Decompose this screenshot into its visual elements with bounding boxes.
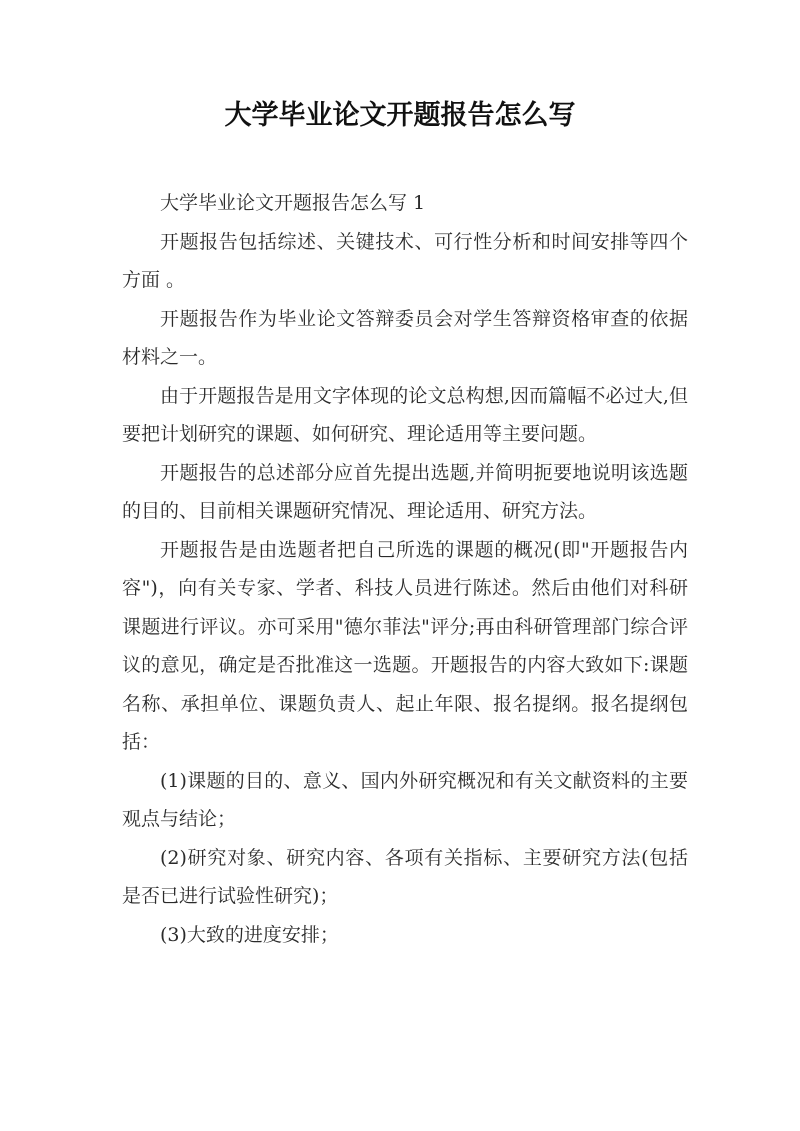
list-item: (2)研究对象、研究内容、各项有关指标、主要研究方法(包括是否已进行试验性研究)； — [122, 846, 688, 907]
paragraph: 开题报告包括综述、关键技术、可行性分析和时间安排等四个方面 。 — [122, 230, 688, 291]
paragraph: 开题报告是由选题者把自己所选的课题的概况(即"开题报告内容")，向有关专家、学者、科技人员进行陈述。然后由他们对科研课题进行评议。亦可采用"德尔菲法"评分;再由科研管理部门综合评议的意见，确定是否批准这一选题。开题报告的内容大致如下:课题名称、承担单位、课题负责人、起止年限、报名提纲。报名提纲包括： — [122, 538, 688, 753]
paragraph: 开题报告作为毕业论文答辩委员会对学生答辩资格审查的依据材料之一。 — [122, 307, 688, 368]
paragraph-subtitle: 大学毕业论文开题报告怎么写 1 — [160, 192, 426, 214]
list-item: (1)课题的目的、意义、国内外研究概况和有关文献资料的主要观点与结论； — [122, 769, 688, 830]
paragraph: 开题报告的总述部分应首先提出选题,并简明扼要地说明该选题的目的、目前相关课题研究情况、理论适用、研究方法。 — [122, 461, 688, 522]
paragraph: 由于开题报告是用文字体现的论文总构想,因而篇幅不必过大,但要把计划研究的课题、如何研究、理论适用等主要问题。 — [122, 384, 688, 445]
document-body — [122, 184, 688, 954]
document-title: 大学毕业论文开题报告怎么写 — [224, 100, 576, 131]
list-item: (3)大致的进度安排； — [160, 923, 339, 946]
